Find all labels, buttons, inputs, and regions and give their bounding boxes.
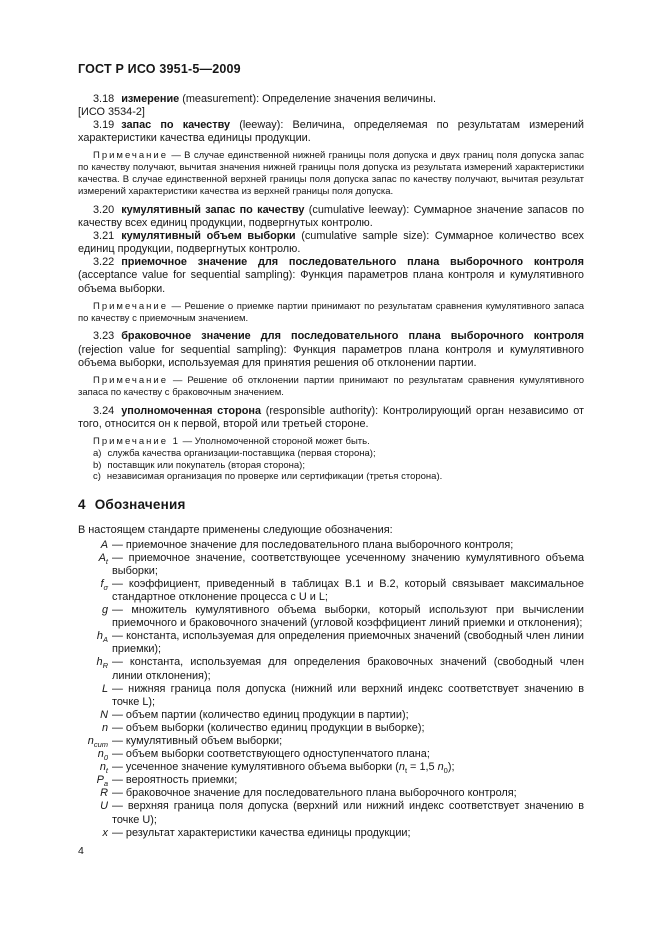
term-text: (acceptance value for sequential sampling): Функция параметров плана контроля и кумулятивного объема выборки. <box>78 269 584 295</box>
note-text: — Уполномоченной стороной может быть. <box>182 435 370 447</box>
symbol-description: — вероятность приемки; <box>112 774 238 787</box>
clause-number: 3.19 <box>93 119 115 132</box>
clause-number: 3.21 <box>93 230 115 243</box>
note-paragraph <box>78 301 584 325</box>
clause-number: 3.20 <box>93 204 115 216</box>
note-label: Примечание <box>93 374 168 386</box>
symbol-row-R <box>78 787 584 800</box>
symbol-description: — результат характеристики качества единицы продукции; <box>112 826 411 839</box>
symbol: $h_R$ <box>96 656 108 671</box>
document-title: ГОСТ Р ИСО 3951-5—2009 <box>78 62 241 76</box>
item-marker: c) <box>93 471 101 483</box>
symbol: R <box>100 787 108 800</box>
symbol-row-A <box>78 539 584 552</box>
note-3-19 <box>78 150 584 198</box>
note-list-item-c <box>78 471 584 483</box>
note-label: Примечание <box>93 300 168 312</box>
note-3-23 <box>78 375 584 399</box>
symbol-description: — верхняя граница поля допуска (верхний или нижний индекс соответствует значению в точке U); <box>112 800 584 826</box>
term-name: измерение <box>121 93 180 105</box>
term-text: (responsible authority): Контролирующий орган независимо от того, относится он к первой, второй или третьей стороне. <box>78 404 584 430</box>
item-marker: b) <box>93 459 102 471</box>
symbol-description: — константа, используемая для определения браковочных значений (свободный член линии отклонения); <box>112 656 584 682</box>
symbol-description: — кумулятивный объем выборки; <box>112 734 283 747</box>
symbol: $P_a$ <box>96 774 108 789</box>
clause-number: 3.22 <box>93 256 115 269</box>
section-4-intro: В настоящем стандарте применены следующие обозначения: <box>78 524 393 537</box>
symbol-description: — нижняя граница поля допуска (нижний или верхний индекс соответствует значению в точке L); <box>112 682 584 708</box>
symbol-row-N <box>78 709 584 722</box>
term-name: запас по качеству <box>121 119 231 132</box>
symbol-row-Pa <box>78 774 584 787</box>
symbol-row-L <box>78 683 584 709</box>
term-name: приемочное значение для последовательного плана выборочного контроля <box>121 256 584 269</box>
section-4-heading <box>78 498 584 511</box>
symbol-description: — константа, используемая для определения приемочных значений (свободный член линии приемки); <box>112 630 584 656</box>
symbol: x <box>102 826 108 839</box>
definition-3-19 <box>78 119 584 145</box>
definition-3-21 <box>78 230 584 256</box>
symbol-description: — приемочное значение, соответствующее усеченному значению кумулятивного объема выборки; <box>112 551 584 577</box>
symbol-description: — приемочное значение для последовательного плана выборочного контроля; <box>112 538 514 551</box>
symbol: n <box>101 721 108 734</box>
definition-3-18 <box>78 93 584 106</box>
symbol-description: — усеченное значение кумулятивного объема выборки ($n_t = 1,5$ $n_0$); <box>112 761 455 776</box>
note-paragraph <box>78 436 584 448</box>
note-list-item-b <box>78 460 584 472</box>
item-marker: a) <box>93 447 102 459</box>
symbol-description: — объем партии (количество единиц продукции в партии); <box>112 708 409 721</box>
definition-3-24 <box>78 405 584 431</box>
symbol-row-hA <box>78 630 584 656</box>
symbol-row-hR <box>78 656 584 682</box>
note-text: — Решение об отклонении партии принимают по результатам сравнения кумулятивного запаса по качеству с браковочным значением. <box>78 374 584 398</box>
definition-3-22 <box>78 256 584 295</box>
item-text: независимая организация по проверке или сертификации (третья сторона). <box>106 471 443 483</box>
symbol: $A_t$ <box>98 551 108 566</box>
symbol-description: — объем выборки соответствующего одноступенчатого плана; <box>112 748 430 761</box>
note-text: — В случае единственной нижней границы поля допуска и двух границ поля допуска запас по качеству получают, вычитая значения нижней границы поля допуска из результата измерений характеристики качества. В случае единственной верхней границы поля допуска запас по качеству получают, вычитая результат измерений характеристики качества из верхней границы поля допуска. <box>78 150 584 198</box>
symbol: $n_0$ <box>97 748 108 763</box>
symbol-description: — браковочное значение для последовательного плана выборочного контроля; <box>112 787 517 800</box>
page-content <box>78 93 584 840</box>
term-text: (leeway): Величина, определяемая по результатам измерений характеристики качества единицы продукции. <box>78 119 584 145</box>
note-text: — Решение о приемке партии принимают по результатам сравнения кумулятивного запаса по качеству с приемочным значением. <box>78 300 585 324</box>
note-paragraph <box>78 375 584 399</box>
term-name: кумулятивный запас по качеству <box>121 204 305 216</box>
symbol: g <box>101 604 108 617</box>
section-title: Обозначения <box>94 497 186 513</box>
symbol: A <box>100 538 108 551</box>
normative-reference: [ИСО 3534-2] <box>78 106 145 119</box>
symbol: L <box>101 682 108 695</box>
clause-number: 3.23 <box>93 330 115 343</box>
symbol: $n_t$ <box>99 761 108 776</box>
note-3-22 <box>78 301 584 325</box>
clause-number: 3.24 <box>93 404 115 417</box>
symbol-row-n <box>78 722 584 735</box>
symbol: N <box>100 708 108 721</box>
symbol-row-ncum <box>78 735 584 748</box>
note-3-24 <box>78 436 584 484</box>
note-label: Примечание <box>93 150 168 162</box>
note-paragraph <box>78 150 584 198</box>
symbol-row-x <box>78 827 584 840</box>
definition-3-20 <box>78 204 584 230</box>
symbol-description: — объем выборки (количество единиц продукции в выборке); <box>112 721 425 734</box>
note-label: Примечание 1 <box>93 435 180 447</box>
symbol-row-nt <box>78 761 584 774</box>
section-number: 4 <box>78 497 86 513</box>
definition-3-23 <box>78 330 584 369</box>
clause-number: 3.18 <box>93 93 115 105</box>
page-number: 4 <box>78 845 84 857</box>
term-name: браковочное значение для последовательного плана выборочного контроля <box>121 330 584 343</box>
symbol-row-At <box>78 552 584 578</box>
term-name: уполномоченная сторона <box>121 404 262 417</box>
symbol-row-n0 <box>78 748 584 761</box>
symbol-description: — коэффициент, приведенный в таблицах В.1 и В.2, который связывает максимальное стандартное отклонение процесса с U и L; <box>112 577 584 603</box>
term-text: (rejection value for sequential sampling): Функция параметров плана контроля и кумулятивного объема выборки, используемая для принятия решения об отклонении партии. <box>78 343 584 369</box>
symbol: $f_\sigma$ <box>100 577 108 593</box>
symbol: $n_{cum}$ <box>87 734 108 750</box>
term-text: (measurement): Определение значения величины. <box>179 93 436 105</box>
term-text: (cumulative leeway): Суммарное значение запасов по качеству всех единиц продукции, подвергнутых контролю. <box>78 204 584 230</box>
term-text: (cumulative sample size): Суммарное количество всех единиц продукции, подвергнутых контролю. <box>78 230 584 256</box>
symbol: $h_A$ <box>96 630 108 645</box>
symbol-row-g <box>78 604 584 630</box>
symbol-row-U <box>78 800 584 826</box>
symbol-description: — множитель кумулятивного объема выборки, который используют при вычислении приемочного и браковочного значений (угловой коэффициент линий приемки и отклонения); <box>112 604 584 630</box>
symbol-row-fsigma <box>78 578 584 604</box>
symbol: U <box>100 800 108 813</box>
term-name: кумулятивный объем выборки <box>121 230 296 243</box>
note-list-item-a <box>78 448 584 460</box>
item-text: служба качества организации-поставщика (первая сторона); <box>107 447 376 459</box>
item-text: поставщик или покупатель (вторая сторона); <box>107 459 305 471</box>
